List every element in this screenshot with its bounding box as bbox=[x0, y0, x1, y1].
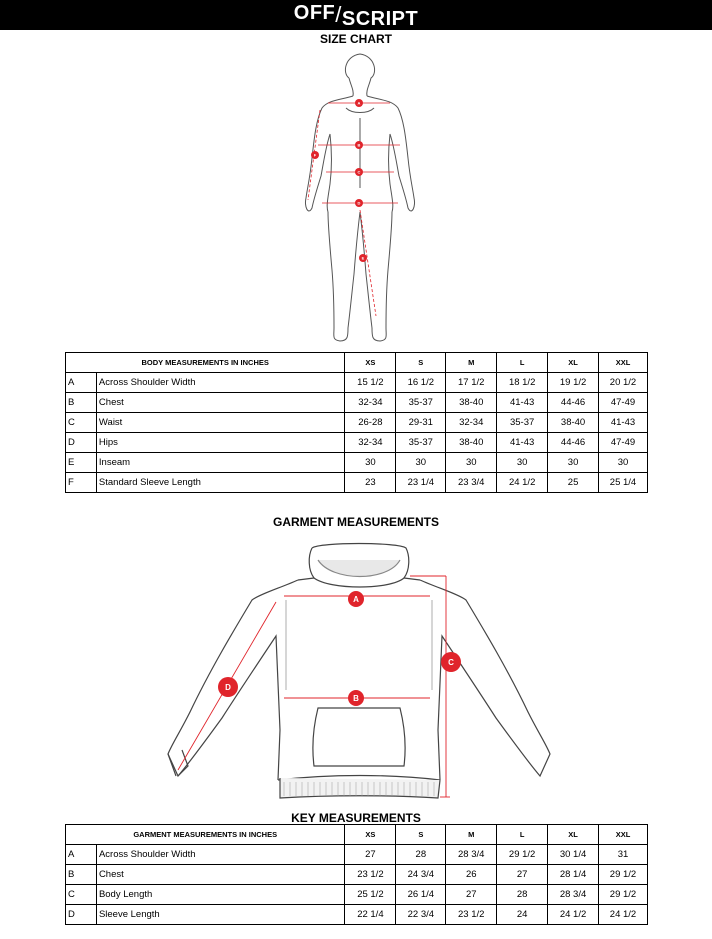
cell: 29-31 bbox=[396, 413, 446, 433]
garment-marker-b-label: B bbox=[353, 694, 359, 703]
size-header-m: M bbox=[446, 825, 497, 845]
cell: 29 1/2 bbox=[497, 845, 548, 865]
table-row bbox=[66, 433, 648, 453]
size-header-xl: XL bbox=[548, 825, 599, 845]
cell: 26 bbox=[446, 865, 497, 885]
row-label: Inseam bbox=[96, 453, 345, 473]
table-row bbox=[66, 413, 648, 433]
row-key: A bbox=[66, 373, 97, 393]
cell: 28 bbox=[497, 885, 548, 905]
size-header-s: S bbox=[396, 353, 446, 373]
cell: 18 1/2 bbox=[497, 373, 548, 393]
garment-table-header-row bbox=[66, 825, 648, 845]
row-label: Sleeve Length bbox=[96, 905, 345, 925]
row-key: F bbox=[66, 473, 97, 493]
cell: 35-37 bbox=[396, 433, 446, 453]
cell: 32-34 bbox=[345, 393, 396, 413]
table-row bbox=[66, 393, 648, 413]
table-row bbox=[66, 473, 648, 493]
cell: 26 1/4 bbox=[396, 885, 446, 905]
cell: 32-34 bbox=[446, 413, 497, 433]
row-key: E bbox=[66, 453, 97, 473]
cell: 28 1/4 bbox=[548, 865, 599, 885]
row-label: Chest bbox=[96, 393, 345, 413]
cell: 31 bbox=[599, 845, 648, 865]
cell: 38-40 bbox=[446, 433, 497, 453]
cell: 27 bbox=[446, 885, 497, 905]
size-header-m: M bbox=[446, 353, 497, 373]
row-key: D bbox=[66, 905, 97, 925]
cell: 17 1/2 bbox=[446, 373, 497, 393]
cell: 20 1/2 bbox=[599, 373, 648, 393]
body-marker-a-label: A bbox=[357, 100, 361, 106]
body-marker-e-label: E bbox=[361, 255, 365, 261]
size-header-l: L bbox=[497, 825, 548, 845]
row-label: Hips bbox=[96, 433, 345, 453]
cell: 29 1/2 bbox=[599, 865, 648, 885]
key-measurements-title: KEY MEASUREMENTS bbox=[291, 811, 421, 825]
cell: 28 bbox=[396, 845, 446, 865]
cell: 41-43 bbox=[599, 413, 648, 433]
cell: 30 1/4 bbox=[548, 845, 599, 865]
cell: 44-46 bbox=[548, 433, 599, 453]
cell: 23 1/2 bbox=[345, 865, 396, 885]
table-row bbox=[66, 905, 648, 925]
body-measurements-table bbox=[65, 352, 648, 493]
body-marker-c-label: C bbox=[357, 169, 361, 175]
cell: 28 3/4 bbox=[446, 845, 497, 865]
garment-marker-c-label: C bbox=[448, 658, 454, 667]
cell: 19 1/2 bbox=[548, 373, 599, 393]
table-row bbox=[66, 865, 648, 885]
size-chart-title: SIZE CHART bbox=[320, 32, 392, 46]
row-label: Across Shoulder Width bbox=[96, 373, 345, 393]
cell: 25 bbox=[548, 473, 599, 493]
size-header-xxl: XXL bbox=[599, 825, 648, 845]
cell: 24 bbox=[497, 905, 548, 925]
row-label: Chest bbox=[96, 865, 345, 885]
cell: 30 bbox=[548, 453, 599, 473]
body-table-header-row bbox=[66, 353, 648, 373]
cell: 44-46 bbox=[548, 393, 599, 413]
brand-logo-part1: OFF bbox=[293, 2, 336, 24]
cell: 30 bbox=[396, 453, 446, 473]
brand-logo bbox=[0, 0, 712, 30]
cell: 38-40 bbox=[548, 413, 599, 433]
cell: 23 bbox=[345, 473, 396, 493]
body-table-header: BODY MEASUREMENTS IN INCHES bbox=[66, 353, 345, 373]
brand-logo-part2: SCRIPT bbox=[341, 8, 419, 30]
cell: 30 bbox=[497, 453, 548, 473]
garment-measurements-title: GARMENT MEASUREMENTS bbox=[272, 515, 439, 529]
cell: 22 1/4 bbox=[345, 905, 396, 925]
row-label: Body Length bbox=[96, 885, 345, 905]
cell: 38-40 bbox=[446, 393, 497, 413]
cell: 23 1/4 bbox=[396, 473, 446, 493]
cell: 29 1/2 bbox=[599, 885, 648, 905]
cell: 27 bbox=[497, 865, 548, 885]
cell: 35-37 bbox=[497, 413, 548, 433]
cell: 22 3/4 bbox=[396, 905, 446, 925]
size-header-xxl: XXL bbox=[599, 353, 648, 373]
cell: 15 1/2 bbox=[345, 373, 396, 393]
brand-logo-slash: / bbox=[335, 2, 342, 27]
cell: 27 bbox=[345, 845, 396, 865]
cell: 25 1/4 bbox=[599, 473, 648, 493]
cell: 32-34 bbox=[345, 433, 396, 453]
size-header-s: S bbox=[396, 825, 446, 845]
table-row bbox=[66, 885, 648, 905]
body-marker-d-label: D bbox=[357, 200, 361, 206]
cell: 23 1/2 bbox=[446, 905, 497, 925]
row-key: D bbox=[66, 433, 97, 453]
cell: 30 bbox=[599, 453, 648, 473]
cell: 24 1/2 bbox=[497, 473, 548, 493]
body-measure-overlay bbox=[300, 90, 420, 330]
garment-marker-d-label: D bbox=[225, 683, 231, 692]
size-header-xs: XS bbox=[345, 353, 396, 373]
cell: 41-43 bbox=[497, 393, 548, 413]
garment-table-header: GARMENT MEASUREMENTS IN INCHES bbox=[66, 825, 345, 845]
row-key: B bbox=[66, 393, 97, 413]
cell: 26-28 bbox=[345, 413, 396, 433]
cell: 24 3/4 bbox=[396, 865, 446, 885]
size-header-xl: XL bbox=[548, 353, 599, 373]
cell: 35-37 bbox=[396, 393, 446, 413]
row-label: Standard Sleeve Length bbox=[96, 473, 345, 493]
size-header-l: L bbox=[497, 353, 548, 373]
row-key: B bbox=[66, 865, 97, 885]
body-marker-b-label: B bbox=[357, 142, 361, 148]
size-header-xs: XS bbox=[345, 825, 396, 845]
cell: 28 3/4 bbox=[548, 885, 599, 905]
table-row bbox=[66, 845, 648, 865]
table-row bbox=[66, 373, 648, 393]
garment-marker-a-label: A bbox=[353, 595, 359, 604]
garment-measure-overlay bbox=[160, 540, 560, 810]
cell: 47-49 bbox=[599, 393, 648, 413]
cell: 41-43 bbox=[497, 433, 548, 453]
cell: 30 bbox=[345, 453, 396, 473]
cell: 24 1/2 bbox=[599, 905, 648, 925]
row-key: C bbox=[66, 885, 97, 905]
cell: 25 1/2 bbox=[345, 885, 396, 905]
table-row bbox=[66, 453, 648, 473]
cell: 24 1/2 bbox=[548, 905, 599, 925]
row-label: Across Shoulder Width bbox=[96, 845, 345, 865]
cell: 23 3/4 bbox=[446, 473, 497, 493]
cell: 30 bbox=[446, 453, 497, 473]
body-marker-f-label: F bbox=[313, 152, 317, 158]
cell: 47-49 bbox=[599, 433, 648, 453]
row-key: A bbox=[66, 845, 97, 865]
garment-measurements-table bbox=[65, 824, 648, 925]
row-key: C bbox=[66, 413, 97, 433]
row-label: Waist bbox=[96, 413, 345, 433]
cell: 16 1/2 bbox=[396, 373, 446, 393]
